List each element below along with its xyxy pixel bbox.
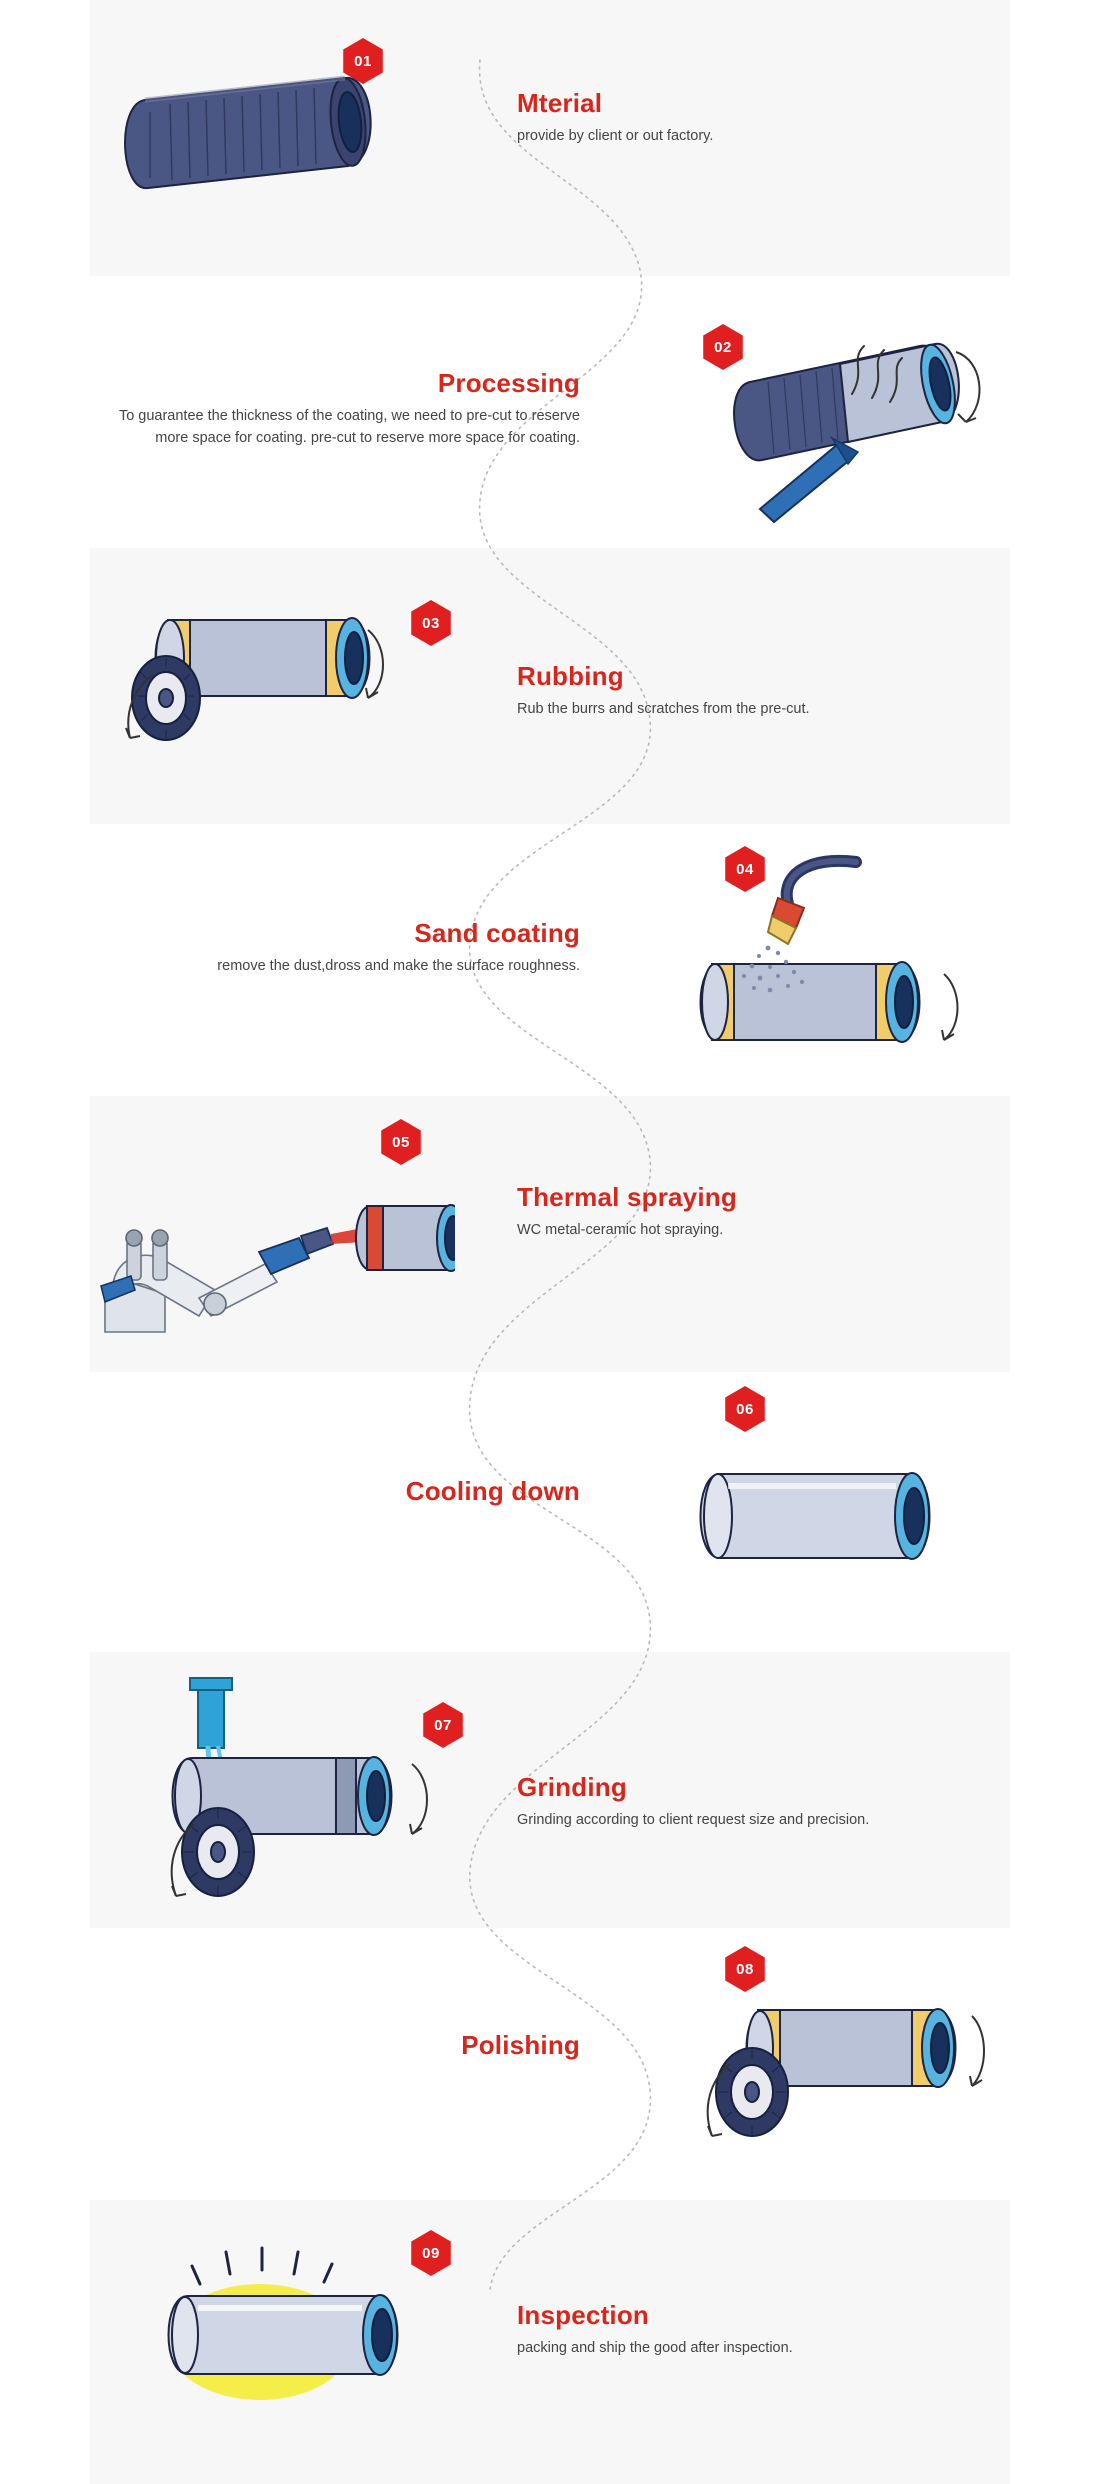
- step-badge-06: [722, 1386, 768, 1432]
- step-text-08: [180, 2030, 580, 2068]
- step-04: [0, 824, 1100, 1096]
- step-title: Cooling down: [405, 1476, 580, 1506]
- step-number: 08: [736, 1960, 754, 1978]
- step-title: Rubbing: [517, 661, 624, 691]
- pipe-coolant-grinding-icon: [140, 1674, 460, 1914]
- step-description: WC metal-ceramic hot spraying.: [517, 1222, 724, 1238]
- step-07: [0, 1652, 1100, 1928]
- pipe-sandblasting-icon: [660, 852, 980, 1062]
- step-title: Inspection: [517, 2300, 650, 2330]
- pipe-grinding-wheel-icon: [100, 588, 400, 778]
- step-badge-03: [408, 600, 454, 646]
- step-badge-05: [378, 1119, 424, 1165]
- step-description: remove the dust,dross and make the surface roughness.: [217, 958, 580, 974]
- pipe-inspection-icon: [130, 2222, 450, 2412]
- step-number: 09: [422, 2244, 440, 2262]
- step-number: 07: [434, 1716, 452, 1734]
- step-badge-09: [408, 2230, 454, 2276]
- pipe-polishing-icon: [680, 1974, 990, 2174]
- step-badge-04: [722, 846, 768, 892]
- step-number: 02: [714, 338, 732, 356]
- step-01: [0, 0, 1100, 276]
- step-title: Sand coating: [414, 918, 580, 948]
- step-number: 06: [736, 1400, 754, 1418]
- step-title: Polishing: [461, 2030, 580, 2060]
- step-08: [0, 1928, 1100, 2200]
- step-description: provide by client or out factory.: [517, 128, 714, 144]
- step-badge-01: [340, 38, 386, 84]
- step-description: Rub the burrs and scratches from the pre-cut.: [517, 701, 810, 717]
- step-number: 04: [736, 860, 754, 878]
- step-text-01: [517, 88, 897, 148]
- step-title: Thermal spraying: [517, 1182, 737, 1212]
- step-title: Processing: [437, 368, 580, 398]
- step-05: [0, 1096, 1100, 1372]
- step-02: [0, 276, 1100, 548]
- step-text-02: [90, 368, 580, 450]
- step-number: 03: [422, 614, 440, 632]
- step-text-04: [180, 918, 580, 978]
- step-text-09: [517, 2300, 937, 2360]
- step-description: packing and ship the good after inspection.: [517, 2340, 793, 2356]
- robot-arm-spray-icon: [95, 1144, 455, 1334]
- pipe-cutting-icon: [720, 324, 1000, 524]
- step-title: Mterial: [517, 88, 603, 118]
- pipe-cooling-icon: [680, 1450, 970, 1580]
- step-badge-08: [722, 1946, 768, 1992]
- step-number: 01: [354, 52, 372, 70]
- step-badge-02: [700, 324, 746, 370]
- step-06: [0, 1372, 1100, 1652]
- step-text-06: [180, 1476, 580, 1514]
- step-03: [0, 548, 1100, 824]
- step-title: Grinding: [517, 1772, 627, 1802]
- step-description: To guarantee the thickness of the coating, we need to pre-cut to reserve more space for coating. pre-cut to reserve more space for coating.: [118, 408, 580, 446]
- step-text-07: [517, 1772, 937, 1832]
- step-text-05: [517, 1182, 937, 1242]
- step-badge-07: [420, 1702, 466, 1748]
- step-text-03: [517, 661, 937, 721]
- step-09: [0, 2200, 1100, 2484]
- step-description: Grinding according to client request size and precision.: [517, 1812, 870, 1828]
- step-number: 05: [392, 1133, 410, 1151]
